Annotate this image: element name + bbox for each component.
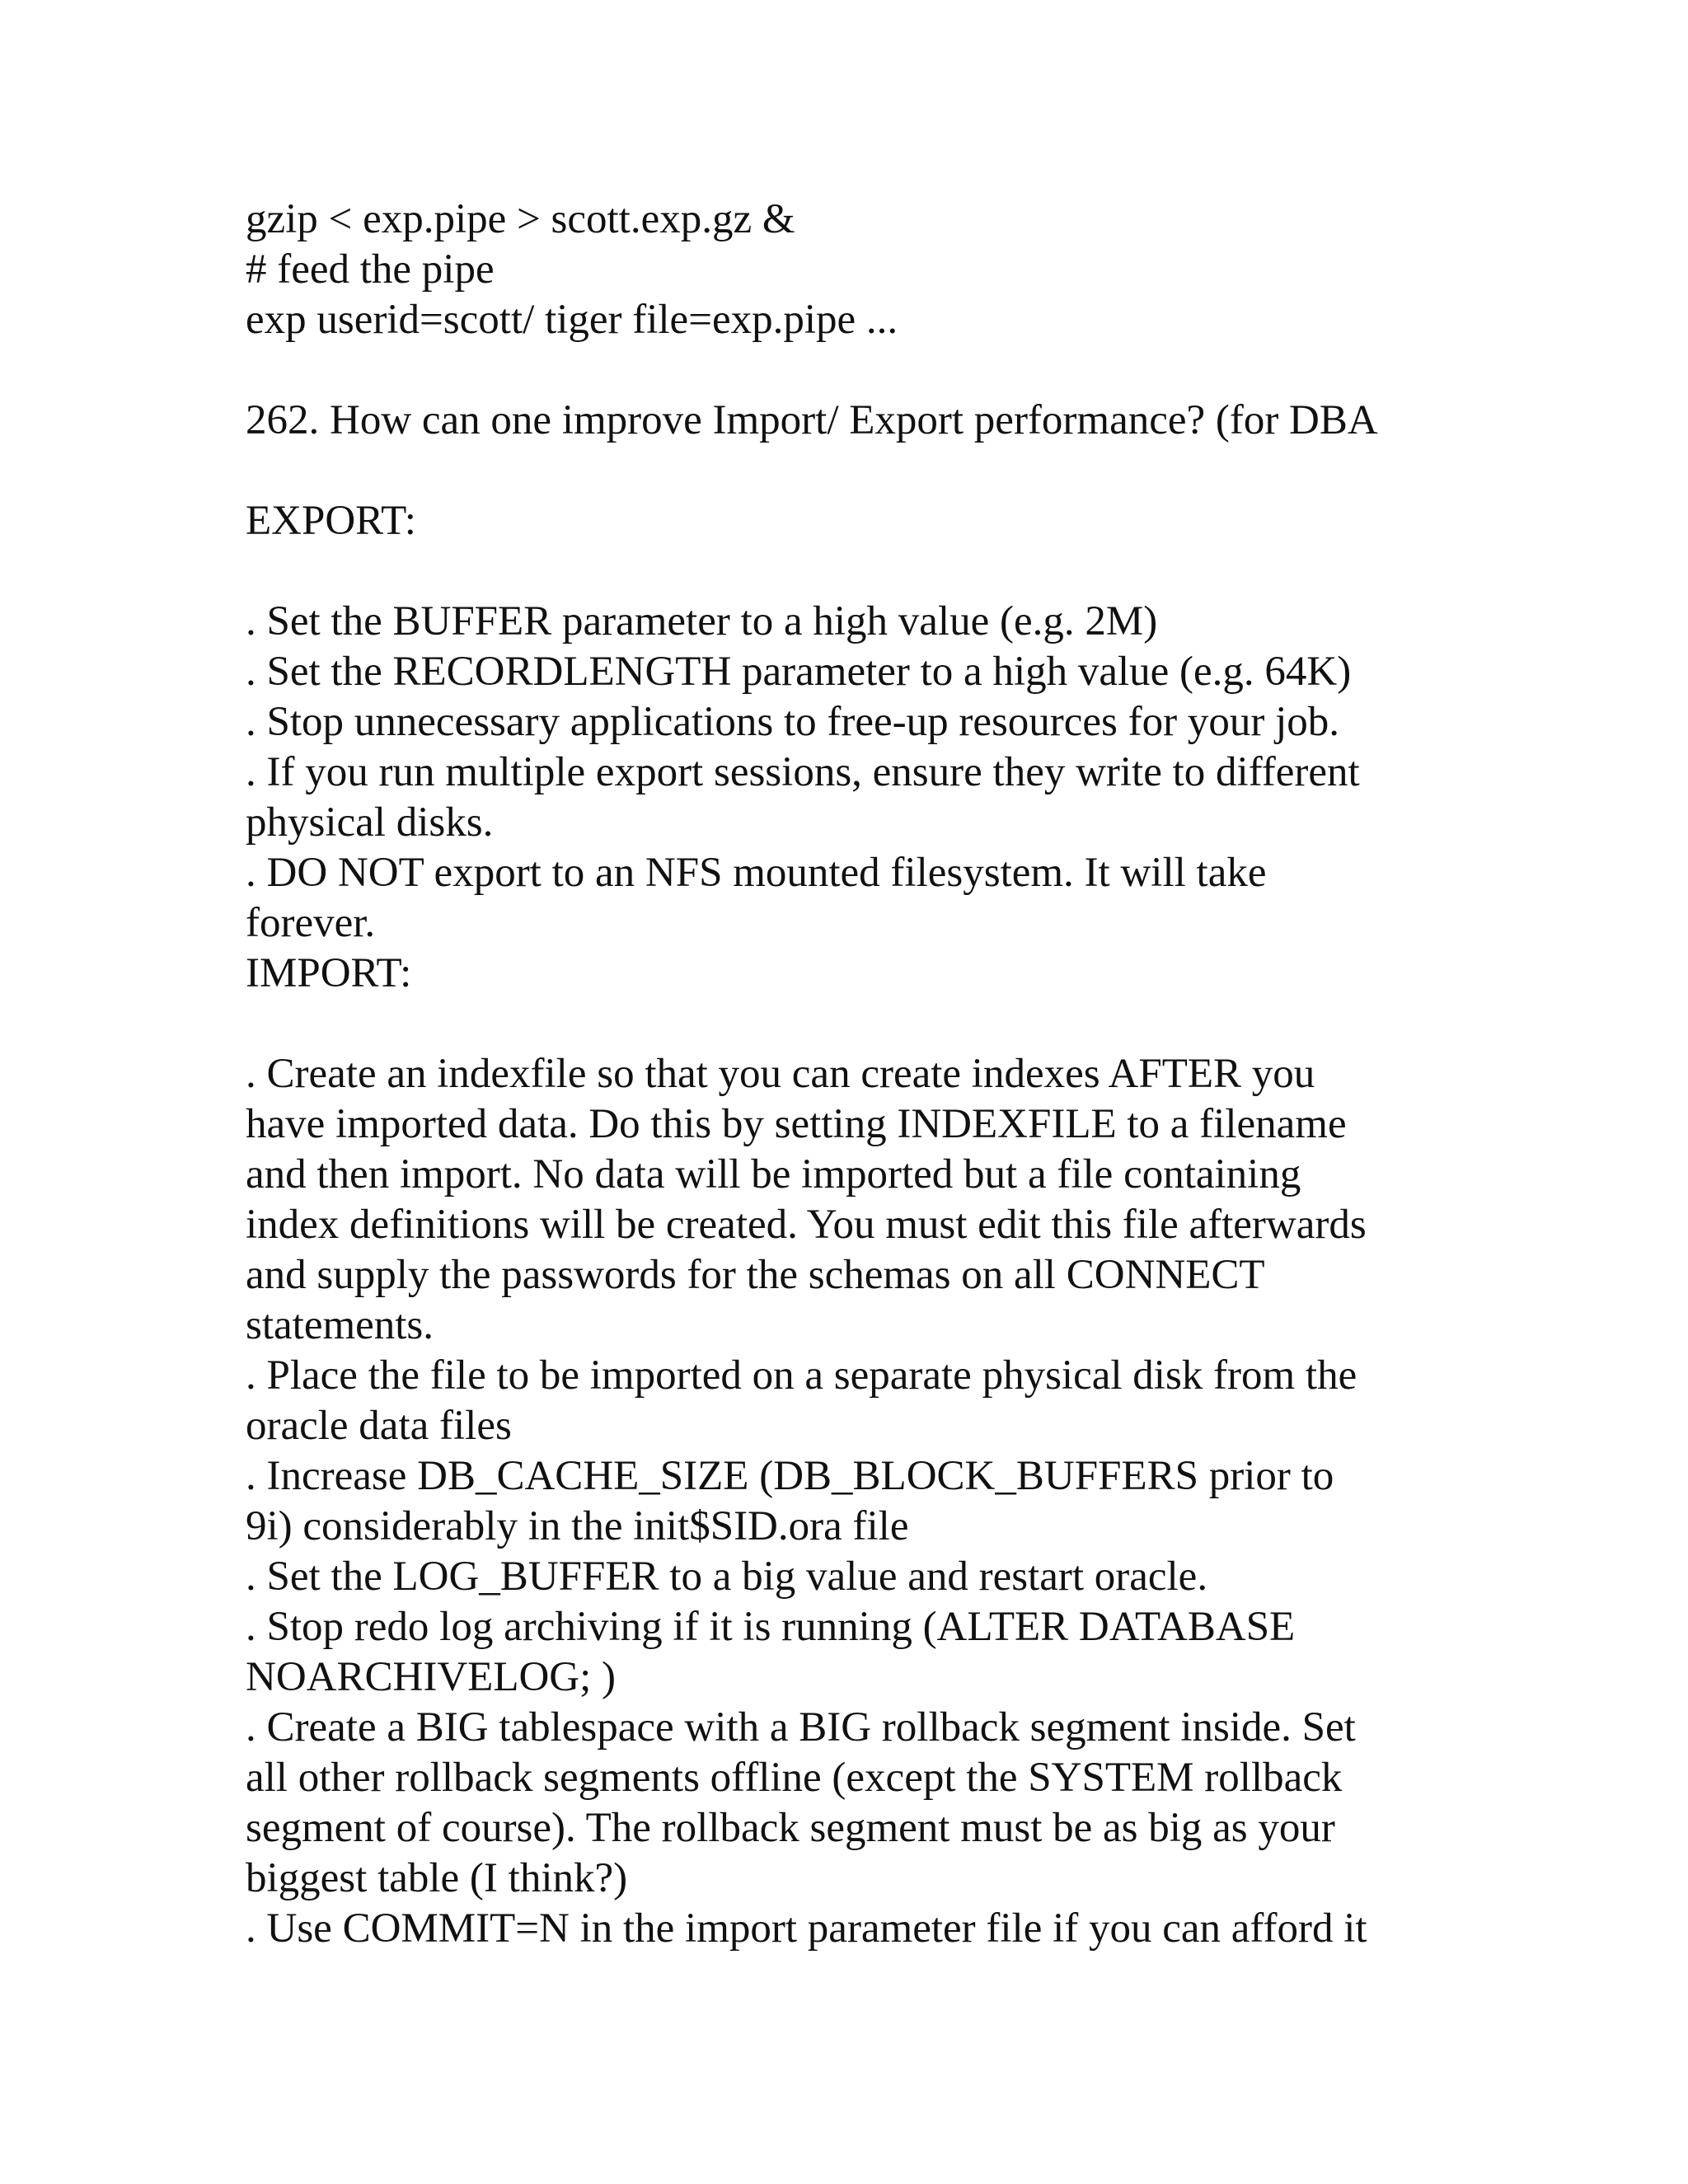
text-line: 9i) considerably in the init$SID.ora file [246,1503,909,1549]
text-line: . Create an indexfile so that you can create indexes AFTER you [246,1051,1315,1097]
text-line: . Increase DB_CACHE_SIZE (DB_BLOCK_BUFFERS prior to [246,1453,1334,1499]
text-line: . Use COMMIT=N in the import parameter file if you can afford it [246,1905,1367,1952]
blank-line [246,999,1449,1049]
text-line: . If you run multiple export sessions, ensure they write to different [246,749,1360,795]
text-line: physical disks. [246,799,494,846]
text-line: NOARCHIVELOG; ) [246,1654,617,1700]
text-line: # feed the pipe [246,246,495,293]
text-line: gzip < exp.pipe > scott.exp.gz & [246,196,795,242]
text-line: and then import. No data will be imported but a file containing [246,1151,1301,1197]
text-line: index definitions will be created. You must edit this file afterwards [246,1202,1367,1248]
text-line: oracle data files [246,1403,512,1449]
text-line: . Set the LOG_BUFFER to a big value and restart oracle. [246,1554,1208,1600]
text-line: segment of course). The rollback segment must be as big as your [246,1805,1335,1851]
text-line: . Stop unnecessary applications to free-up resources for your job. [246,699,1340,745]
text-line: EXPORT: [246,498,416,544]
blank-line [246,446,1449,496]
document-body [246,194,1449,1954]
text-line: statements. [246,1302,434,1348]
text-line: forever. [246,900,376,946]
text-line: . Set the BUFFER parameter to a high value (e.g. 2M) [246,598,1158,644]
blank-line [246,546,1449,597]
text-line: . Create a BIG tablespace with a BIG rollback segment inside. Set [246,1704,1356,1750]
text-line: 262. How can one improve Import/ Export performance? (for DBA [246,397,1378,443]
blank-line [246,345,1449,396]
text-line: . DO NOT export to an NFS mounted filesystem. It will take [246,850,1267,896]
text-line: all other rollback segments offline (except the SYSTEM rollback [246,1755,1343,1801]
text-line: exp userid=scott/ tiger file=exp.pipe ... [246,297,898,343]
text-line: . Set the RECORDLENGTH parameter to a high value (e.g. 64K) [246,649,1352,695]
text-line: biggest table (I think?) [246,1855,628,1901]
text-line: and supply the passwords for the schemas on all CONNECT [246,1252,1265,1298]
text-line: IMPORT: [246,950,412,996]
text-line: . Stop redo log archiving if it is running (ALTER DATABASE [246,1604,1296,1650]
text-line: have imported data. Do this by setting INDEXFILE to a filename [246,1101,1347,1147]
text-line: . Place the file to be imported on a separate physical disk from the [246,1352,1357,1399]
